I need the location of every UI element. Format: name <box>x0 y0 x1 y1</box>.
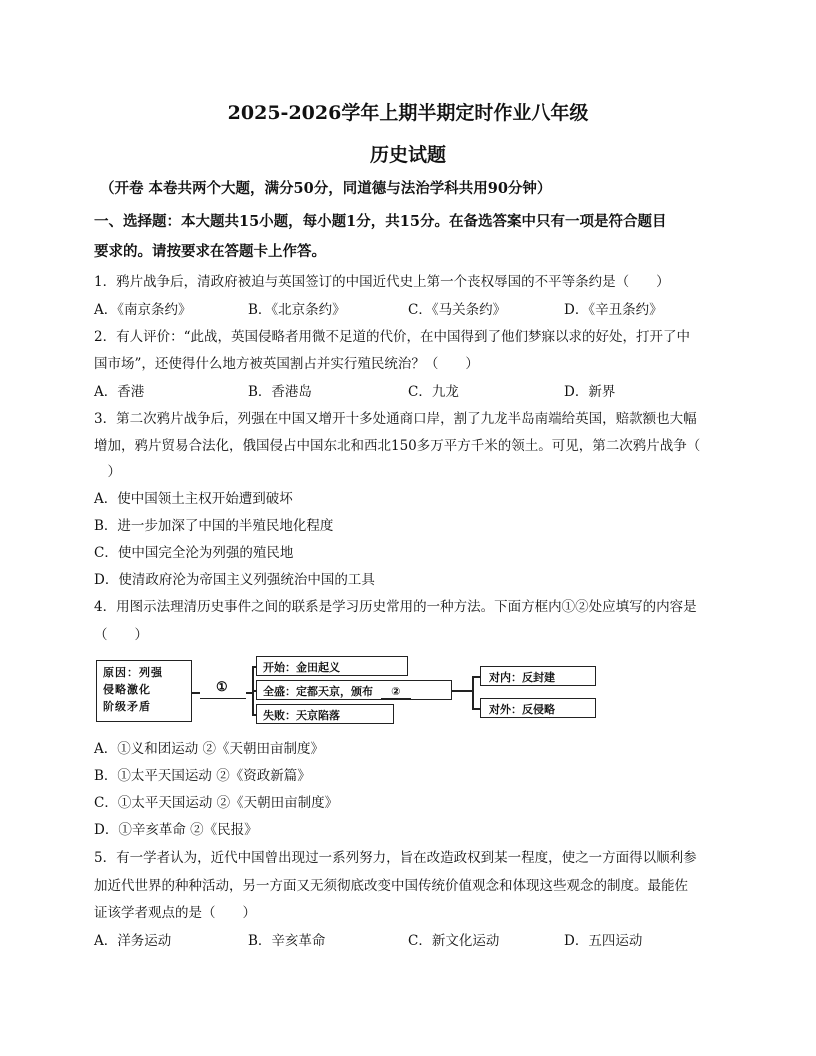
peak-text: 全盛：定都天京，颁布 <box>263 685 373 698</box>
question-4-stem: 4．用图示法理清历史事件之间的联系是学习历史常用的一种方法。下面方框内①②处应填写的内容是 <box>94 599 697 615</box>
question-4-option-a: A．①义和团运动 ②《天朝田亩制度》 <box>94 741 325 757</box>
option-d: D．新界 <box>564 384 616 400</box>
question-5-stem: 5．有一学者认为，近代中国曾出现过一系列努力，旨在改造政权到某一程度，使之一方面得以顺利参 <box>94 850 697 866</box>
peak-box <box>256 680 452 700</box>
question-3-stem: 3．第二次鸦片战争后，列强在中国又增开十多处通商口岸，割了九龙半岛南端给英国，赔款额也大幅 <box>94 411 697 427</box>
inner-box: 对内：反封建 <box>480 666 596 686</box>
option-c: C．九龙 <box>408 384 459 400</box>
question-5-stem-end: 证该学者观点的是（ ） <box>94 905 256 921</box>
cause-line-1: 原因：列强 <box>103 666 163 679</box>
blank-2 <box>381 685 411 699</box>
bracket-tick <box>472 708 480 710</box>
question-3-stem-cont: 增加，鸦片贸易合法化，俄国侵占中国东北和西北150多万平方千米的领土。可见，第二次鸦片战争（ <box>94 438 701 454</box>
option-b: B．辛亥革命 <box>248 933 326 949</box>
option-a: A．香港 <box>94 384 145 400</box>
connector <box>192 692 200 694</box>
exam-title: 2025-2026学年上期半期定时作业八年级 <box>227 102 589 124</box>
question-3-stem-end: ） <box>94 464 121 480</box>
option-c: C．新文化运动 <box>408 933 500 949</box>
connector <box>452 690 472 692</box>
exam-note: （开卷 本卷共两个大题，满分50分，同道德与法治学科共用90分钟） <box>100 180 552 197</box>
fail-box: 失败：天京陷落 <box>256 704 394 724</box>
question-3-option-d: D．使清政府沦为帝国主义列强统治中国的工具 <box>94 572 375 588</box>
question-3-option-c: C．使中国完全沦为列强的殖民地 <box>94 545 294 561</box>
outer-box: 对外：反侵略 <box>480 698 596 718</box>
option-b: B．《北京条约》 <box>248 302 346 318</box>
cause-line-3: 阶级矛盾 <box>103 700 151 713</box>
blank-1-marker: ① <box>216 680 228 695</box>
question-5-stem-cont: 加近代世界的种种活动，另一方面又无须彻底改变中国传统价值观念和体现这些观念的制度。最能佐 <box>94 878 688 894</box>
subject-title: 历史试题 <box>369 144 446 166</box>
option-d: D．五四运动 <box>564 933 643 949</box>
question-2-stem: 2．有人评价：“此战，英国侵略者用微不足道的代价，在中国得到了他们梦寐以求的好处，打开了中 <box>94 329 690 345</box>
question-4-option-b: B．①太平天国运动 ②《资政新篇》 <box>94 768 311 784</box>
option-c: C．《马关条约》 <box>408 302 507 318</box>
cause-line-2: 侵略激化 <box>103 683 151 696</box>
taiping-diagram <box>96 656 606 736</box>
question-1-stem: 1．鸦片战争后，清政府被迫与英国签订的中国近代史上第一个丧权辱国的不平等条约是（ ） <box>94 274 670 290</box>
section-heading-cont: 要求的。请按要求在答题卡上作答。 <box>94 243 326 260</box>
question-4-option-c: C．①太平天国运动 ②《天朝田亩制度》 <box>94 795 339 811</box>
question-2-stem-cont: 国市场”，还使得什么地方被英国割占并实行殖民统治？（ ） <box>94 356 479 372</box>
question-4-stem-cont: （ ） <box>94 627 148 643</box>
bracket-tick <box>472 676 480 678</box>
question-4-option-d: D．①辛亥革命 ②《民报》 <box>94 822 258 838</box>
option-a: A．洋务运动 <box>94 933 172 949</box>
section-heading: 一、选择题：本大题共15小题，每小题1分，共15分。在备选答案中只有一项是符合题目 <box>94 213 667 230</box>
bracket-right <box>472 676 474 709</box>
start-box: 开始：金田起义 <box>256 656 408 676</box>
option-d: D．《辛丑条约》 <box>564 302 663 318</box>
blank-1-underline <box>200 698 246 699</box>
option-b: B．香港岛 <box>248 384 312 400</box>
question-3-option-a: A．使中国领土主权开始遭到破坏 <box>94 491 293 507</box>
option-a: A．《南京条约》 <box>94 302 192 318</box>
question-3-option-b: B．进一步加深了中国的半殖民地化程度 <box>94 518 334 534</box>
blank-2-marker: ② <box>391 685 401 698</box>
cause-box <box>96 660 192 722</box>
